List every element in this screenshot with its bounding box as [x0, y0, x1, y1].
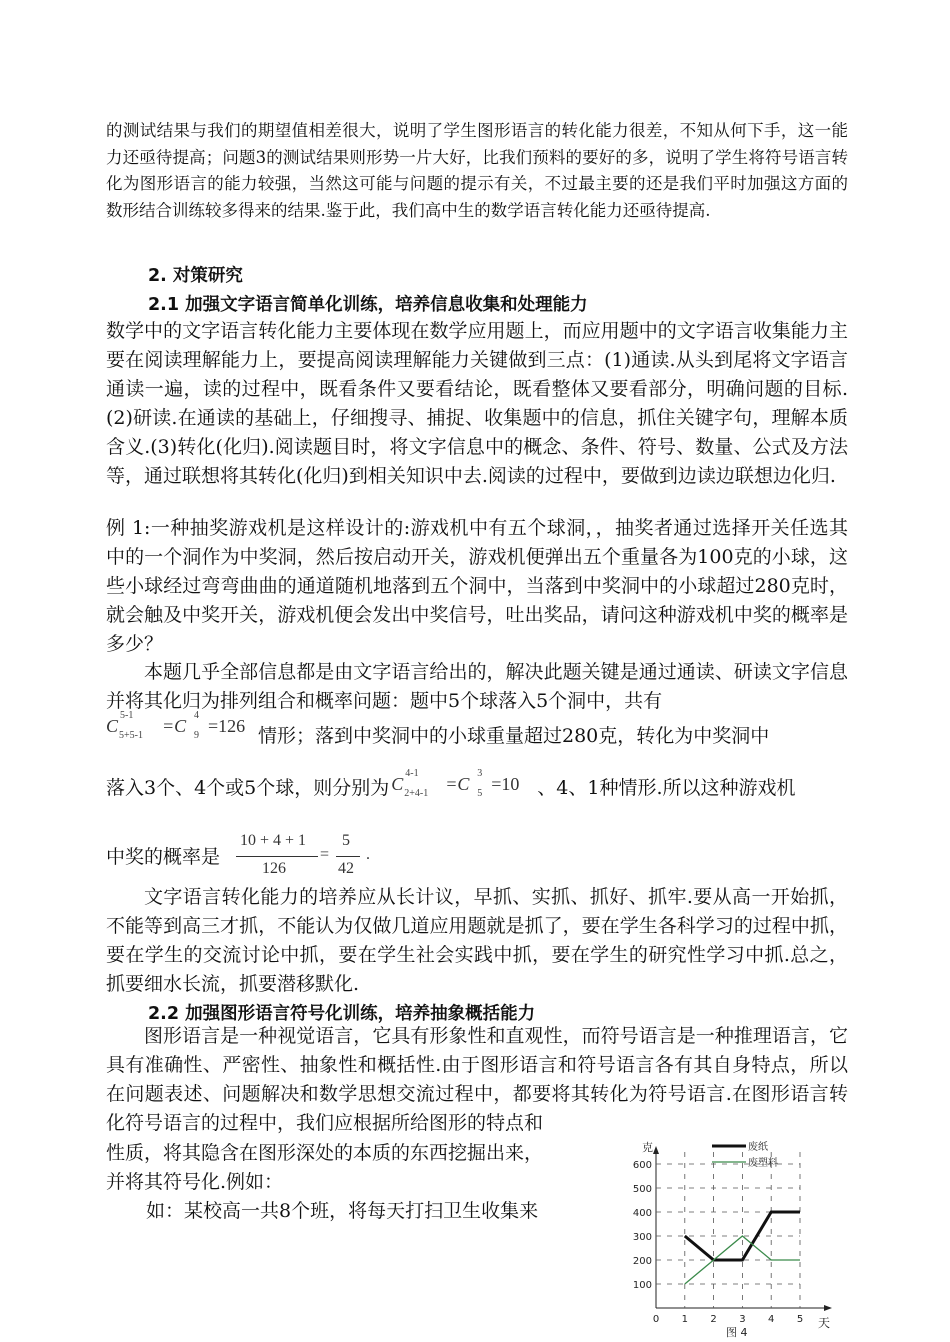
probability-fraction: 10 + 4 + 1 126 = 5 42 . — [234, 832, 374, 880]
x-axis-arrow — [824, 1305, 832, 1311]
x-tick-label: 1 — [681, 1314, 688, 1325]
y-tick-label: 400 — [632, 1208, 652, 1219]
waste-line-chart — [628, 1138, 844, 1338]
section-2-1-paragraph-1: 数学中的文字语言转化能力主要体现在数学应用题上，而应用题中的文字语言收集能力主要在阅读理解能力上，要提高阅读理解能力关键做到三点：(1)通读.从头到尾将文字语言通读一遍，读的过程中，既看条件又要看结论，既看整体又要看部分，明确问题的目标.(2)研读.在通读的基础上，仔细搜寻、捕捉、收集题中的信息，抓住关键字句，理解本质含义.(3)转化(化归).阅读题目时，将文字信息中的概念、条件、符号、数量、公式及方法等，通过联想将其转化(化归)到相关知识中去.阅读的过程中，要做到边读边联想边化归. — [106, 320, 848, 487]
formula-line-2 — [106, 768, 796, 800]
y-axis-arrow — [653, 1146, 659, 1154]
y-axis-label: 克 — [642, 1141, 653, 1154]
section-2-2-line-6: 性质，将其隐含在图形深处的本质的东西挖掘出来， — [106, 1142, 544, 1164]
combination-formula-1: C 5-1 5+5-1 =C 4 9 =126 — [106, 710, 246, 741]
analysis-paragraph: 本题几乎全部信息都是由文字语言给出的，解决此题关键是通过通读、研读文字信息并将其化归为排列组合和概率问题：题中5个球落入5个洞中，共有 — [106, 661, 848, 712]
heading-2: 2. 对策研究 — [148, 266, 243, 286]
legend-label: 废塑料 — [748, 1158, 778, 1169]
heading-2-2: 2.2 加强图形语言符号化训练，培养抽象概括能力 — [148, 1004, 536, 1024]
section-2-2-paragraph-2: 如：某校高一共8个班，将每天打扫卫生收集来 — [146, 1200, 539, 1222]
x-tick-label: 2 — [710, 1314, 717, 1325]
formula-line-3 — [106, 842, 220, 869]
section-2-1-paragraph-2: 文字语言转化能力的培养应从长计议，早抓、实抓、抓好、抓牢.要从高一开始抓，不能等到高三才抓，不能认为仅做几道应用题就是抓了，要在学生各科学习的过程中抓，要在学生的交流讨论中抓，要在学生社会实践中抓，要在学生的研究性学习中抓.总之，抓要细水长流，抓要潜移默化. — [106, 886, 848, 995]
y-tick-label: 200 — [632, 1256, 652, 1267]
formula-3-before-text: 中奖的概率是 — [106, 846, 221, 868]
formula-2-before-text: 落入3个、4个或5个球，则分别为 — [106, 777, 390, 799]
grid — [656, 1152, 800, 1308]
y-tick-label: 500 — [632, 1184, 652, 1195]
example-1: 例 1:一种抽奖游戏机是这样设计的:游戏机中有五个球洞，，抽奖者通过选择开关任选其中的一个洞作为中奖洞，然后按启动开关，游戏机便弹出五个重量各为100克的小球，这些小球经过弯弯曲曲的通道随机地落到五个洞中，当落到中奖洞中的小球超过280克时，就会触及中奖开关，游戏机便会发出中奖信号，吐出奖品，请问这种游戏机中奖的概率是多少？ — [106, 517, 848, 655]
x-tick-label: 4 — [768, 1314, 775, 1325]
y-tick-label: 300 — [632, 1232, 652, 1243]
heading-2-1: 2.1 加强文字语言简单化训练，培养信息收集和处理能力 — [148, 295, 588, 315]
x-tick-label: 5 — [796, 1314, 804, 1325]
formula-1-after-text: 情形；落到中奖洞中的小球重量超过280克，转化为中奖洞中 — [258, 725, 770, 747]
y-ticks — [633, 1160, 652, 1291]
combination-formula-2: C 4-1 2+4-1 =C 3 5 =10 — [391, 768, 520, 799]
chart-caption: 图 4 — [726, 1326, 748, 1338]
intro-paragraph: 的测试结果与我们的期望值相差很大，说明了学生图形语言的转化能力很差，不知从何下手，这一能力还亟待提高；问题3的测试结果则形势一片大好，比我们预料的要好的多，说明了学生将符号语言转化为图形语言的能力较强，当然这可能与问题的提示有关，不过最主要的还是我们平时加强这方面的数形结合训练较多得来的结果.鉴于此，我们高中生的数学语言转化能力还亟待提高. — [106, 121, 848, 220]
formula-line-1 — [106, 710, 770, 748]
y-tick-label: 600 — [632, 1160, 652, 1171]
legend-label: 废纸 — [748, 1142, 768, 1153]
formula-2-after-text: 、4、1种情形.所以这种游戏机 — [537, 777, 796, 799]
x-ticks — [653, 1314, 803, 1325]
section-2-2-line-7: 并将其符号化.例如： — [106, 1171, 284, 1193]
section-2-2-paragraph-1: 图形语言是一种视觉语言，它具有形象性和直观性，而符号语言是一种推理语言，它具有准确性、严密性、抽象性和概括性.由于图形语言和符号语言各有其自身特点，所以在问题表述、问题解决和数学思想交流过程中，都要将其转化为符号语言.在图形语言转化符号语言的过程中，我们应根据所给图形的特点和 — [106, 1025, 848, 1134]
legend — [712, 1140, 778, 1169]
y-tick-label: 100 — [632, 1280, 652, 1291]
x-axis-label: 天 — [818, 1316, 831, 1330]
x-tick-label: 0 — [652, 1314, 660, 1325]
x-tick-label: 3 — [739, 1314, 746, 1325]
